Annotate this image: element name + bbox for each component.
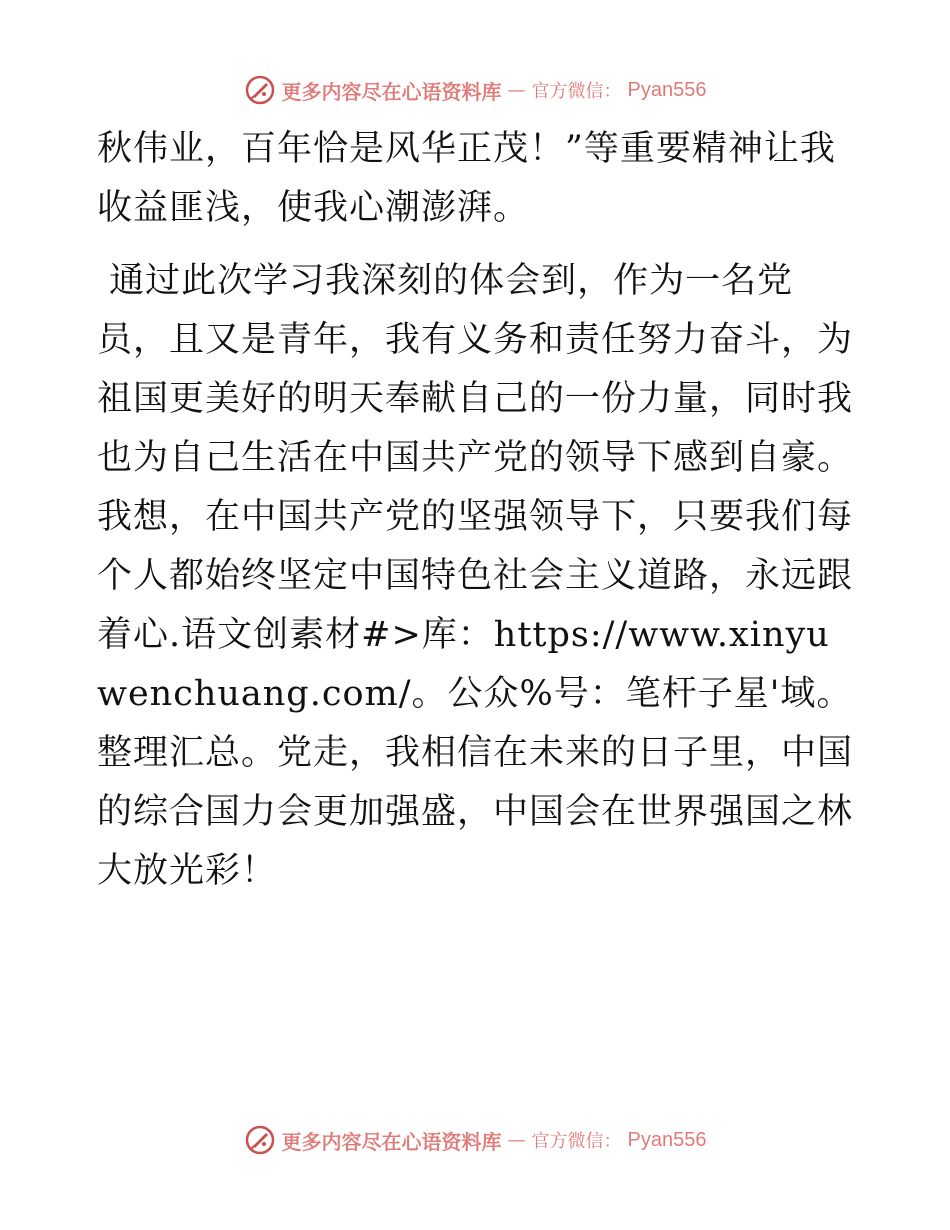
banner-brand-text: 更多内容尽在心语资料库 [281,1129,502,1154]
footer-banner [0,1120,950,1160]
banner-separator: — [507,79,526,101]
banner-contact-id: Pyan556 [627,78,707,101]
quill-logo-icon [244,1124,276,1156]
quill-logo-icon [244,74,276,106]
banner-separator: — [507,1129,526,1151]
header-banner [0,70,950,110]
document-body [97,120,857,901]
banner-contact-label: 官方微信： [531,1131,622,1152]
banner-brand-text: 更多内容尽在心语资料库 [281,79,502,104]
banner-contact-id: Pyan556 [627,1128,707,1151]
banner-contact-label: 官方微信： [531,81,622,102]
body-paragraph-1: 秋伟业，百年恰是风华正茂！”等重要精神让我收益匪浅，使我心潮澎湃。 [97,129,836,228]
body-paragraph-2: 通过此次学习我深刻的体会到，作为一名党员，且又是青年，我有义务和责任努力奋斗，为祖国更美好的明天奉献自己的一份力量，同时我也为自己生活在中国共产党的领导下感到自豪。我想，在中国共产党的坚强领导下，只要我们每个人都始终坚定中国特色社会主义道路，永远跟着心.语文创素材#>库：https://www.xinyuwenchuang.com/。公众%号：笔杆子星'域。整理汇总。党走，我相信在未来的日子里，中国的综合国力会更加强盛，中国会在世界强国之林大放光彩！ [97,261,854,891]
